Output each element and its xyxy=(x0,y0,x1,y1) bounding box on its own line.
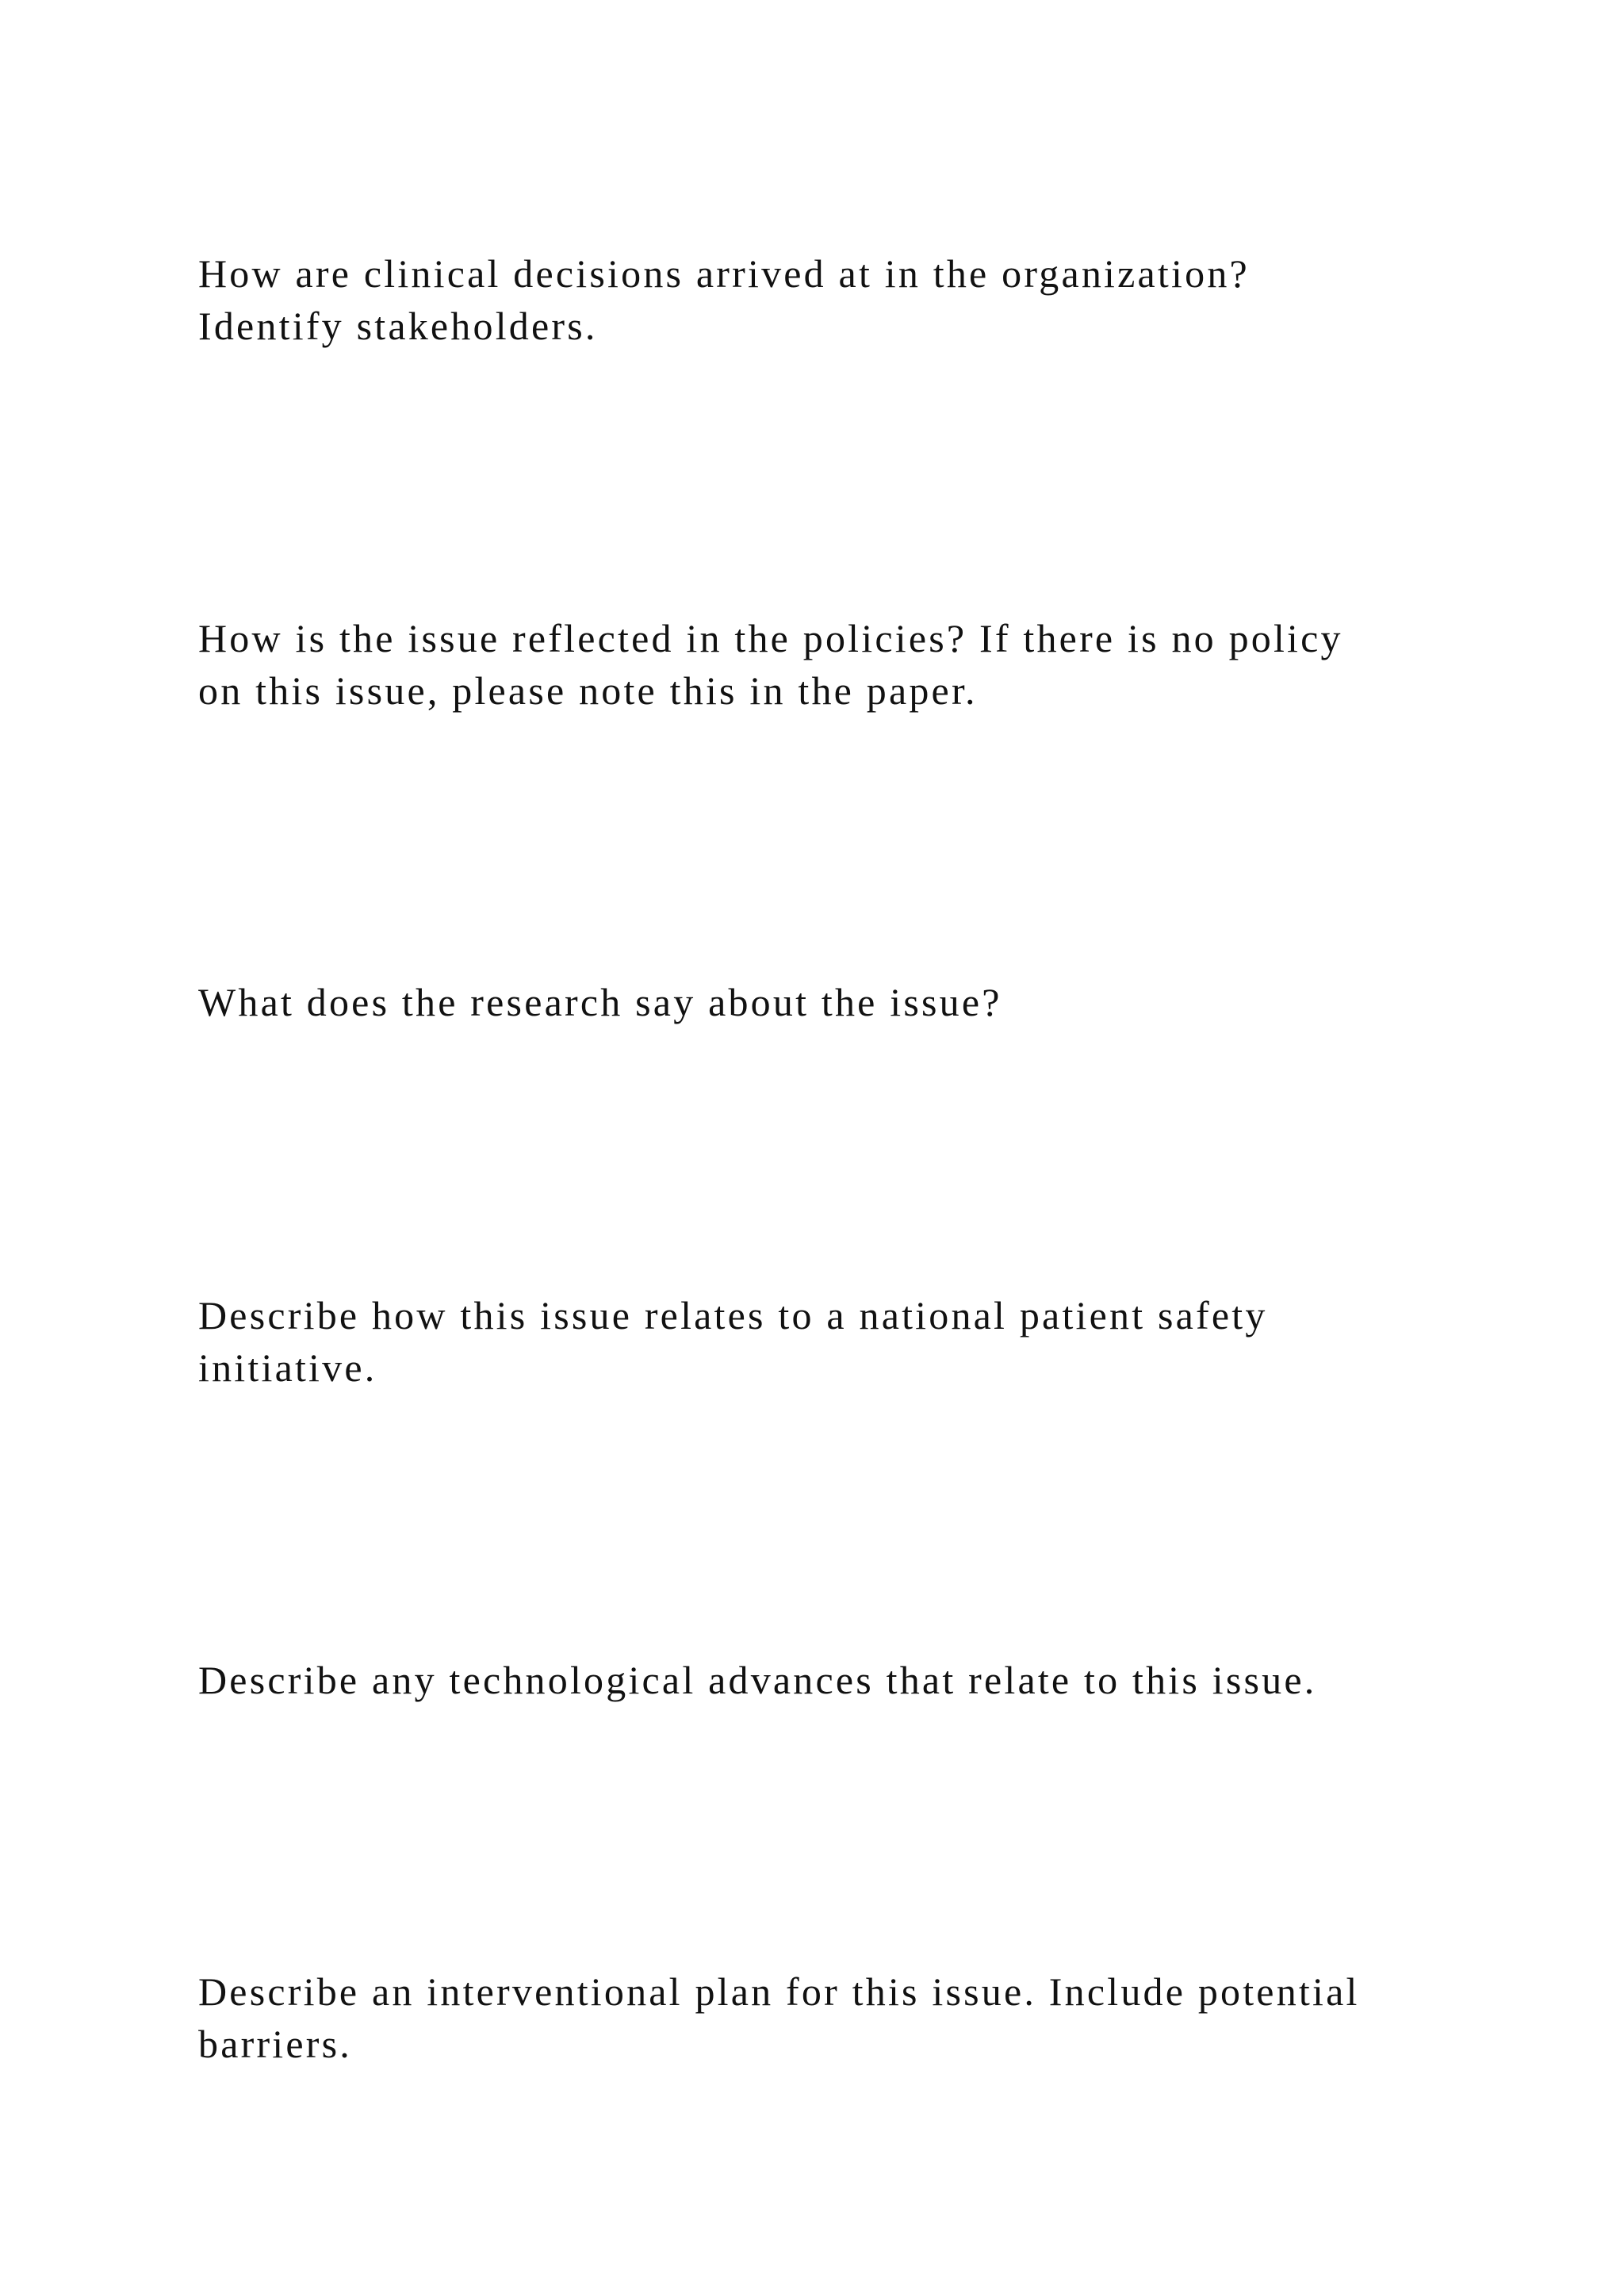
paragraph-line: Describe any technological advances that relate to this issue. xyxy=(198,1658,1317,1702)
paragraph-line: Describe how this issue relates to a national patient safety xyxy=(198,1293,1268,1337)
paragraph-line: barriers. xyxy=(198,2022,352,2066)
paragraph-policies xyxy=(198,612,1467,717)
paragraph-line: How are clinical decisions arrived at in the organization? xyxy=(198,251,1250,296)
paragraph-line: Identify stakeholders. xyxy=(198,304,598,348)
paragraph-interventional-plan xyxy=(198,1965,1467,2070)
paragraph-patient-safety xyxy=(198,1289,1467,1394)
paragraph-line: initiative. xyxy=(198,1345,377,1390)
paragraph-clinical-decisions xyxy=(198,247,1467,352)
paragraph-line: What does the research say about the issue? xyxy=(198,980,1002,1024)
paragraph-line: How is the issue reflected in the policies? If there is no policy xyxy=(198,616,1343,660)
paragraph-line: Describe an interventional plan for this issue. Include potential xyxy=(198,1969,1360,2014)
paragraph-research xyxy=(198,976,1467,1028)
paragraph-technological-advances xyxy=(198,1654,1467,1706)
paragraph-line: on this issue, please note this in the paper. xyxy=(198,668,978,713)
